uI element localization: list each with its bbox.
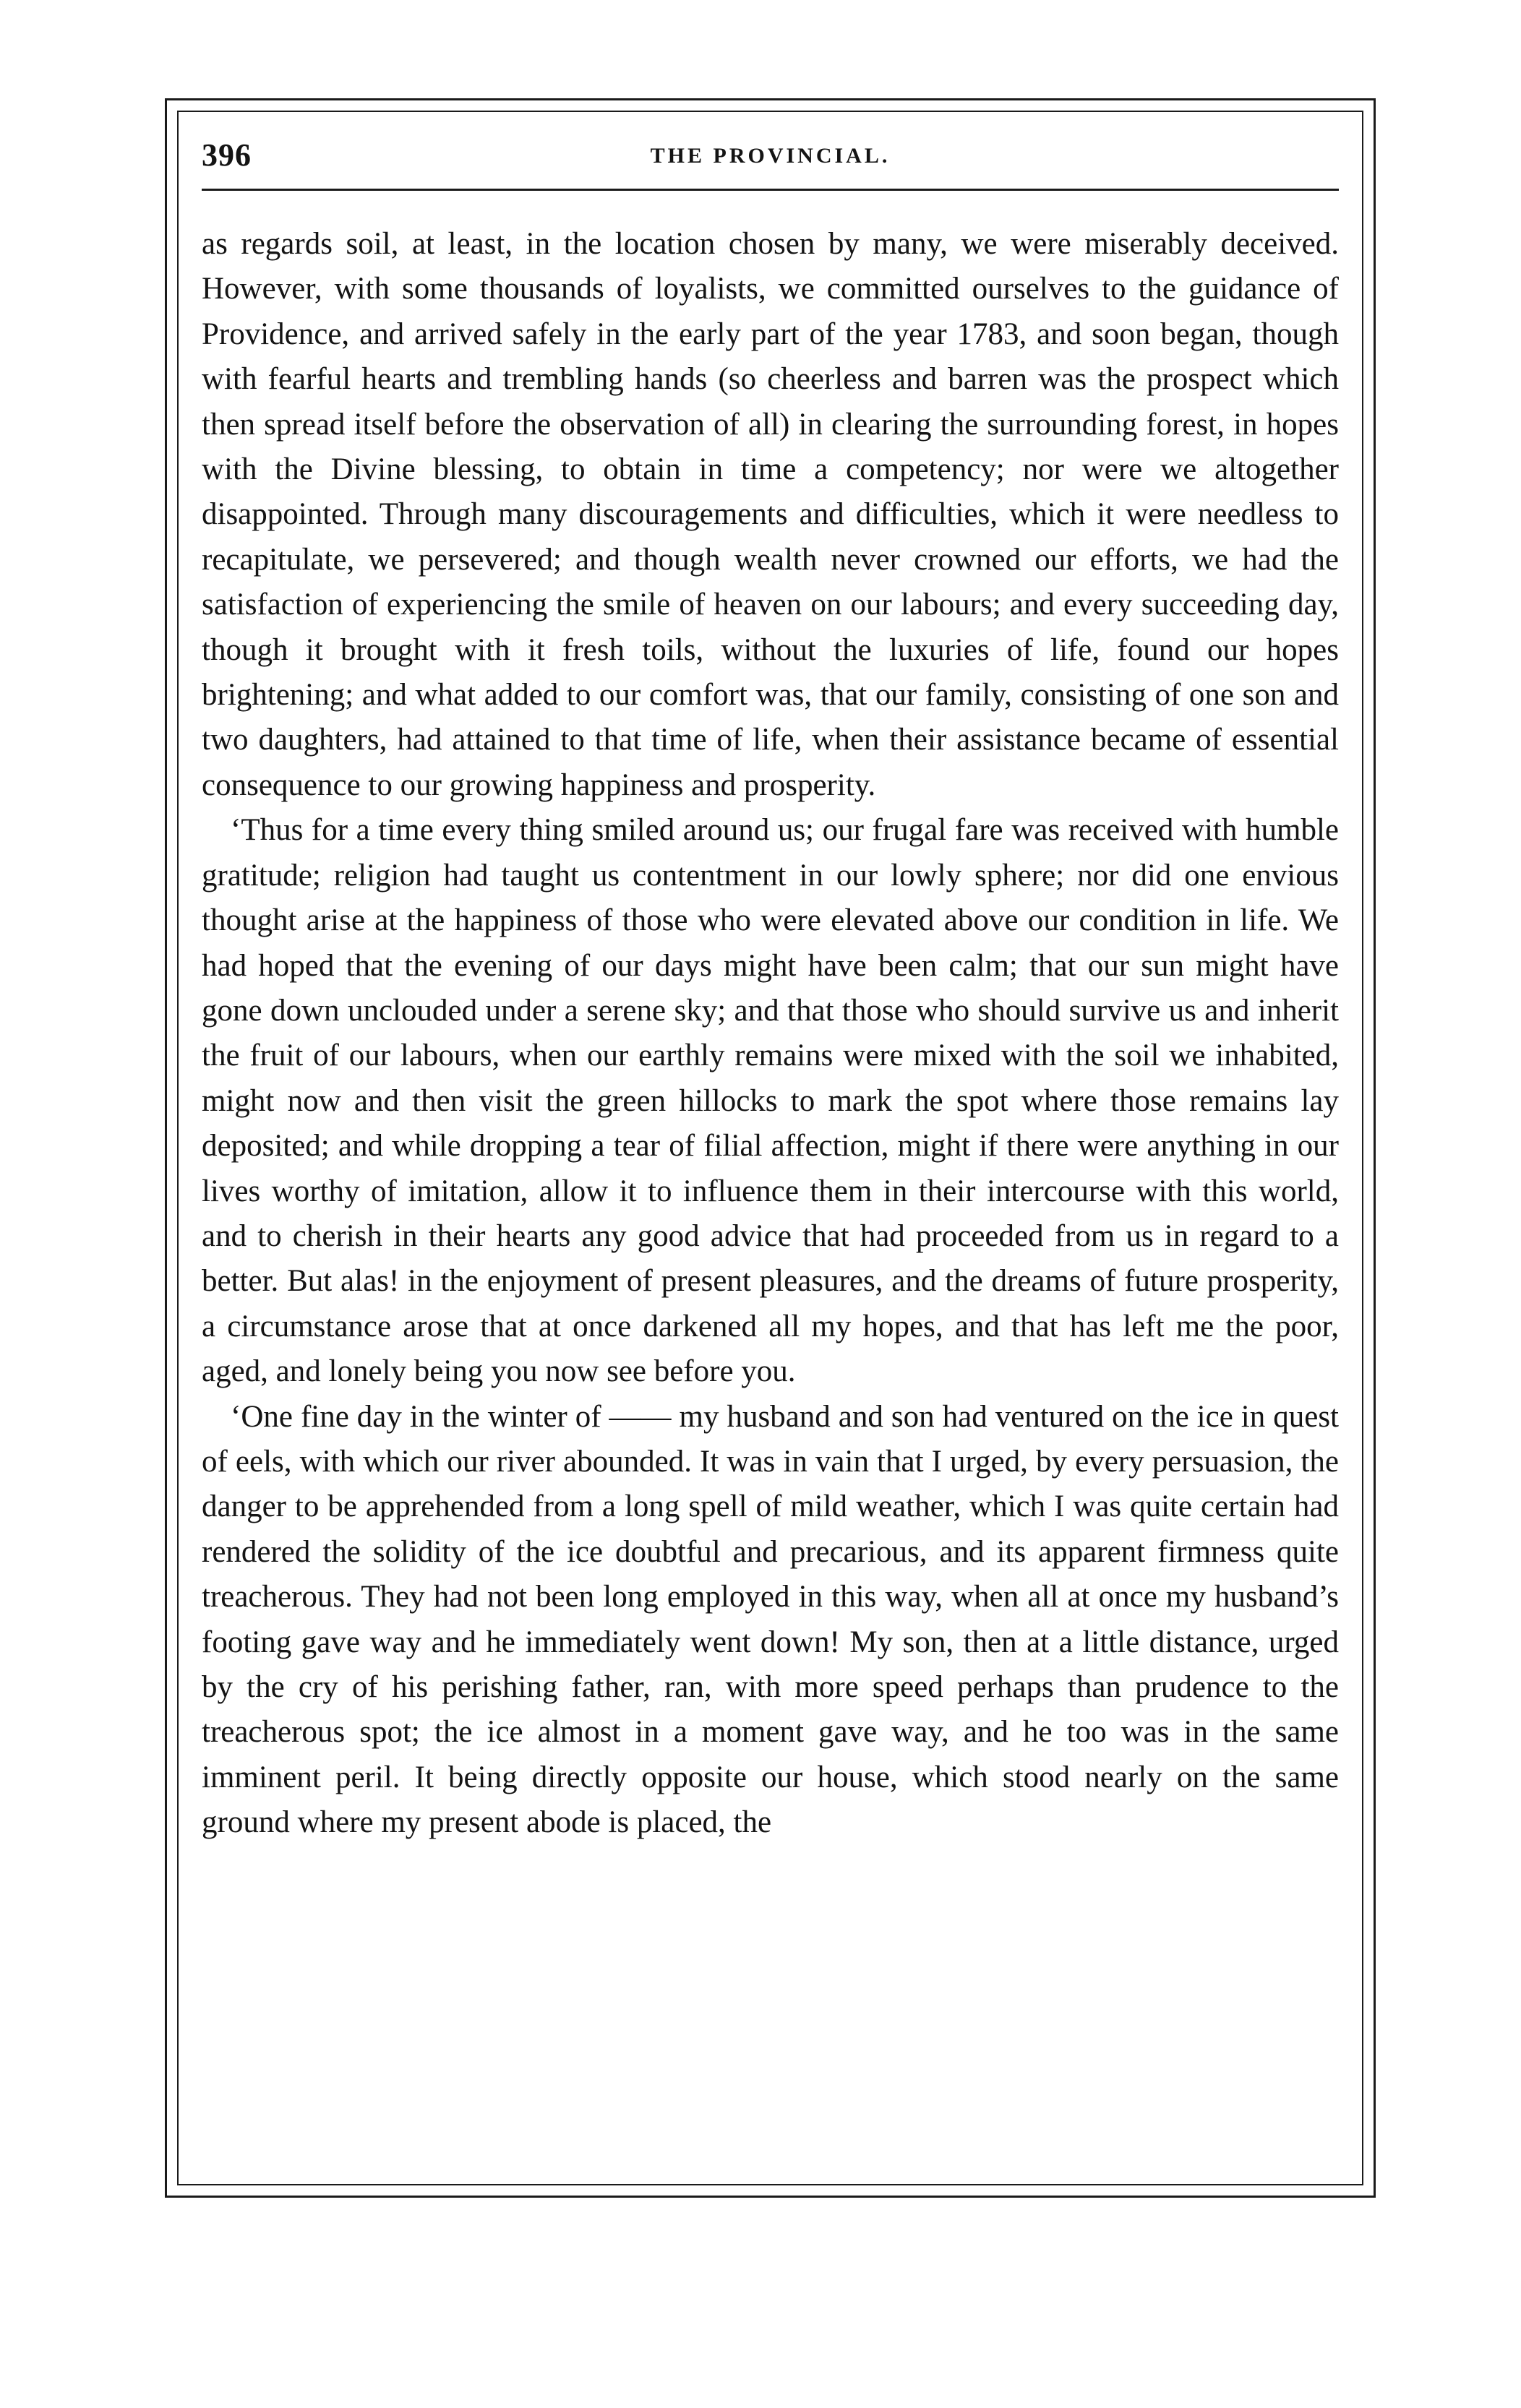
running-title: THE PROVINCIAL.: [650, 144, 891, 168]
paragraph-1: as regards soil, at least, in the location chosen by many, we were miserably deceived. However, with some thousands of loyalists, we committed ourselves to the guidance of Providence, and arrived safely in the early part of the year 1783, and soon began, though with fearful hearts and trembling hands (so cheerless and barren was the prospect which then spread itself before the observation of all) in clearing the surrounding forest, in hopes with the Divine blessing, to obtain in time a competency; nor were we altogether disappointed. Through many discouragements and difficulties, which it were needless to recapitulate, we persevered; and though wealth never crowned our efforts, we had the satisfaction of experiencing the smile of heaven on our labours; and every succeeding day, though it brought with it fresh toils, without the luxuries of life, found our hopes brightening; and what added to our comfort was, that our family, consisting of one son and two daughters, had attained to that time of life, when their assistance became of essential consequence to our growing happiness and prosperity.: [202, 227, 1339, 802]
text-body: [202, 222, 1339, 1846]
page-number: 396: [202, 137, 252, 173]
running-head: [202, 131, 1339, 191]
page-border: [165, 98, 1376, 2198]
paragraph-2: ‘Thus for a time every thing smiled around us; our frugal fare was received with humble gratitude; religion had taught us contentment in our lowly sphere; nor did one envious thought arise at the happiness of those who were elevated above our condition in life. We had hoped that the evening of our days might have been calm; that our sun might have gone down unclouded under a serene sky; and that those who should survive us and inherit the fruit of our labours, when our earthly remains were mixed with the soil we inhabited, might now and then visit the green hillocks to mark the spot where those remains lay deposited; and while dropping a tear of filial affection, might if there were anything in our lives worthy of imitation, allow it to influence them in their intercourse with this world, and to cherish in their hearts any good advice that had proceeded from us in regard to a better. But alas! in the enjoyment of present pleasures, and the dreams of future prosperity, a circumstance arose that at once darkened all my hopes, and that has left me the poor, aged, and lonely being you now see before you.: [202, 813, 1339, 1389]
paragraph-3: ‘One fine day in the winter of —— my husband and son had ventured on the ice in quest of eels, with which our river abounded. It was in vain that I urged, by every persuasion, the danger to be apprehended from a long spell of mild weather, which I was quite certain had rendered the solidity of the ice doubtful and precarious, and its apparent firmness quite treacherous. They had not been long employed in this way, when all at once my husband’s footing gave way and he immediately went down! My son, then at a little distance, urged by the cry of his perishing father, ran, with more speed perhaps than prudence to the treacherous spot; the ice almost in a moment gave way, and he too was in the same imminent peril. It being directly opposite our house, which stood nearly on the same ground where my present abode is placed, the: [202, 1399, 1339, 1840]
